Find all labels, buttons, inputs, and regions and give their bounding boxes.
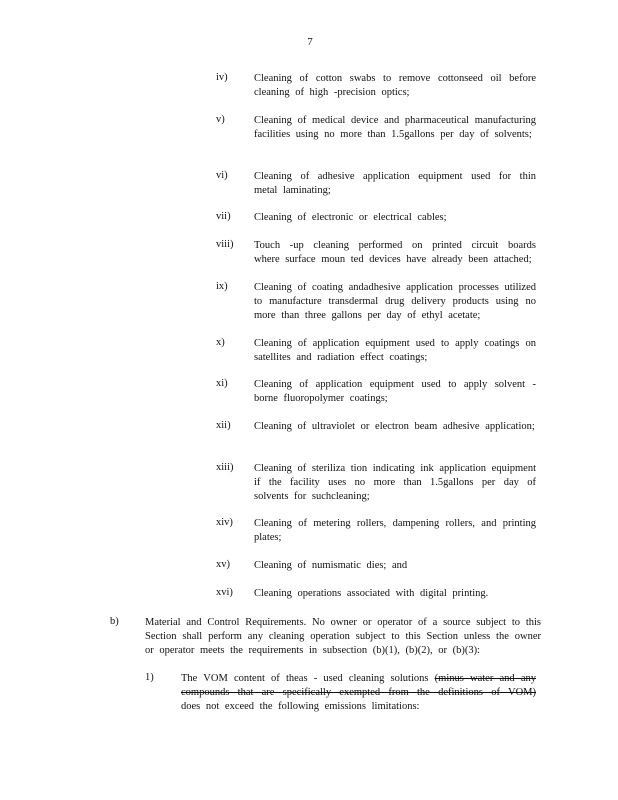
list-item-number: vi) [216, 170, 228, 181]
list-item-number: v) [216, 114, 225, 125]
subsection-1-struck-text: (minus water and any compounds that are specifically exempted from the definitions of VOM) [181, 673, 536, 698]
list-item-number: xi) [216, 378, 228, 389]
list-item-number: xiv) [216, 517, 233, 528]
subsection-1-text [181, 672, 536, 714]
list-item-text: Cleaning of electronic or electrical cables; [254, 212, 447, 223]
subsection-1-text-before: The VOM content of theas - used cleaning solutions [181, 673, 435, 684]
list-item-text: Cleaning of steriliza tion indicating ink application equipment if the facility uses no more than 1.5gallons per day of solvents for suchcleaning; [254, 463, 536, 502]
list-item-text: Cleaning of application equipment used to apply solvent - borne fluoropolymer coatings; [254, 379, 536, 404]
list-item-text: Cleaning of application equipment used to apply coatings on satellites and radiation effect coatings; [254, 338, 536, 363]
subsection-b-number: b) [110, 616, 119, 627]
list-item-number: xiii) [216, 462, 234, 473]
subsection-b-text: Material and Control Requirements. No owner or operator of a source subject to this Section shall perform any cleaning operation subject to this Section unless the owner or operator meets the requirements in subsection (b)(1), (b)(2), or (b)(3): [145, 617, 541, 656]
list-item-text: Cleaning of medical device and pharmaceutical manufacturing facilities using no more than 1.5gallons per day of solvents; [254, 115, 536, 140]
list-item-number: xii) [216, 420, 231, 431]
subsection-1-text-after: does not exceed the following emissions limitations: [181, 701, 420, 712]
list-item-text: Touch -up cleaning performed on printed circuit boards where surface moun ted devices have already been attached; [254, 240, 536, 265]
list-item-number: iv) [216, 72, 228, 83]
subsection-1-number: 1) [145, 672, 154, 683]
list-item-text: Cleaning operations associated with digital printing. [254, 588, 489, 599]
list-item-text: Cleaning of ultraviolet or electron beam adhesive application; [254, 421, 535, 432]
list-item-number: x) [216, 337, 225, 348]
list-item-number: viii) [216, 239, 234, 250]
list-item-text: Cleaning of metering rollers, dampening rollers, and printing plates; [254, 518, 536, 543]
list-item-number: vii) [216, 211, 231, 222]
list-item-number: xvi) [216, 587, 233, 598]
list-item-text: Cleaning of adhesive application equipment used for thin metal laminating; [254, 171, 536, 196]
list-item-number: ix) [216, 281, 228, 292]
list-item-text: Cleaning of cotton swabs to remove cottonseed oil before cleaning of high -precision optics; [254, 73, 536, 98]
list-item-text: Cleaning of coating andadhesive application processes utilized to manufacture transdermal drug delivery products using no more than three gallons per day of ethyl acetate; [254, 282, 536, 321]
list-item-text: Cleaning of numismatic dies; and [254, 560, 408, 571]
page-number: 7 [307, 36, 313, 48]
list-item-number: xv) [216, 559, 230, 570]
